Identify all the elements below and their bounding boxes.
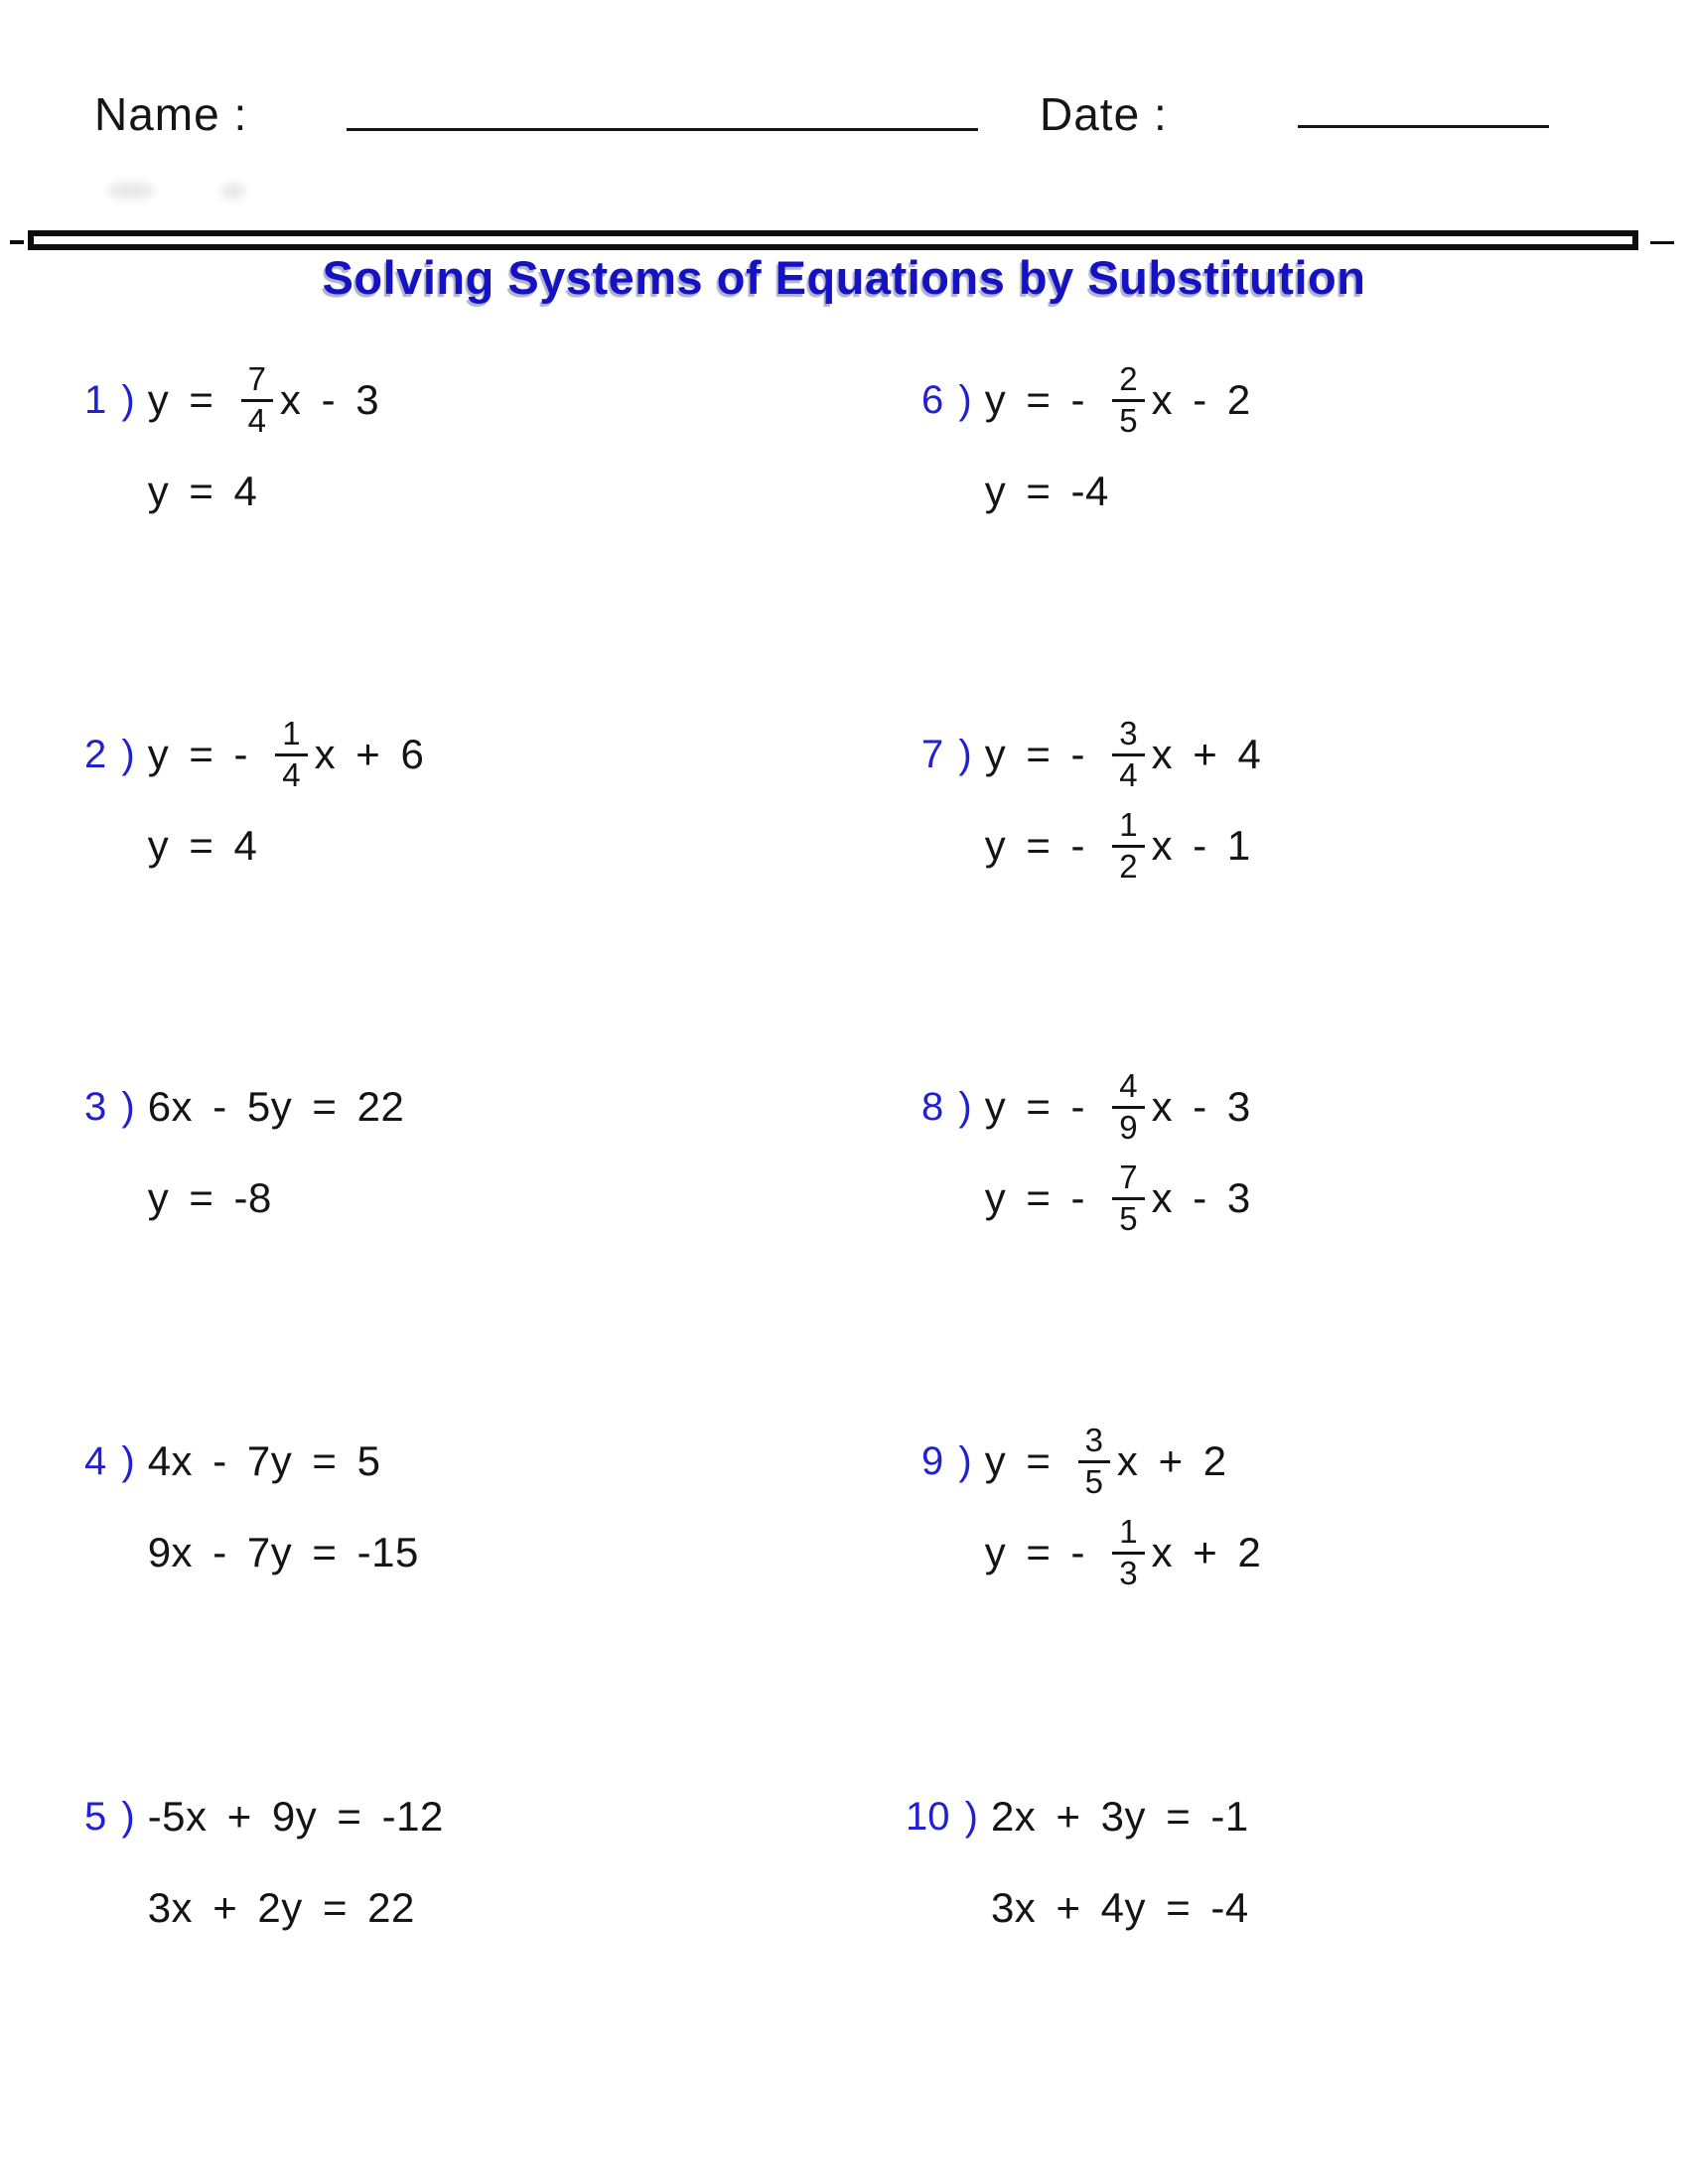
problem-4 bbox=[84, 1419, 419, 1601]
equation-text: y = -4 bbox=[984, 468, 1109, 514]
equation-text: 2x + 3y = -1 bbox=[990, 1793, 1249, 1840]
faint-smudge bbox=[220, 183, 246, 200]
worksheet-title: Solving Systems of Equations by Substitution bbox=[322, 251, 1366, 304]
equation-line bbox=[148, 1064, 405, 1150]
problem-5 bbox=[84, 1774, 444, 1957]
problem-8 bbox=[921, 1064, 1251, 1247]
equation-text: y = - bbox=[984, 822, 1106, 869]
equation-line bbox=[148, 1774, 444, 1859]
equation-text: x - 3 bbox=[279, 376, 380, 423]
fraction bbox=[1112, 1514, 1144, 1590]
equation-line bbox=[991, 1865, 1249, 1951]
equation-line bbox=[148, 449, 379, 534]
problem-number: 4 ) bbox=[84, 1438, 135, 1483]
problem-number: 8 ) bbox=[921, 1084, 972, 1129]
fraction bbox=[241, 361, 273, 438]
fraction-numerator: 7 bbox=[241, 361, 273, 402]
equation-text: y = 4 bbox=[147, 468, 258, 514]
equation-line bbox=[985, 449, 1251, 534]
equation-text: x + 4 bbox=[1151, 731, 1262, 777]
fraction-denominator: 4 bbox=[247, 402, 266, 439]
problem-3 bbox=[84, 1064, 404, 1247]
fraction-denominator: 5 bbox=[1084, 1463, 1103, 1500]
fraction bbox=[1112, 361, 1144, 438]
divider-bar bbox=[28, 230, 1638, 250]
problem-number: 2 ) bbox=[84, 732, 135, 776]
fraction bbox=[275, 716, 307, 792]
problem-7 bbox=[921, 712, 1261, 894]
equation-line bbox=[985, 1419, 1262, 1504]
equation-text: y = - bbox=[984, 1174, 1106, 1221]
equation-text: -5x + 9y = -12 bbox=[147, 1793, 444, 1840]
equation-text: y = - bbox=[984, 731, 1106, 777]
equation-line bbox=[148, 1510, 419, 1595]
problem-10 bbox=[906, 1774, 1249, 1957]
divider-dash-left bbox=[10, 240, 24, 244]
fraction-denominator: 4 bbox=[282, 756, 301, 793]
fraction bbox=[1112, 807, 1144, 884]
equation-text: y = - bbox=[984, 1529, 1106, 1575]
fraction bbox=[1112, 716, 1144, 792]
fraction bbox=[1112, 1068, 1144, 1145]
equation-line bbox=[148, 1865, 444, 1951]
equation-text: 9x - 7y = -15 bbox=[147, 1529, 419, 1575]
equation-text: y = 4 bbox=[147, 822, 258, 869]
fraction-denominator: 5 bbox=[1119, 1200, 1138, 1237]
fraction-numerator: 7 bbox=[1112, 1160, 1144, 1200]
equation-text: x + 2 bbox=[1116, 1437, 1227, 1484]
fraction-numerator: 2 bbox=[1112, 361, 1144, 402]
equation-text: x - 2 bbox=[1151, 376, 1251, 423]
equation-line bbox=[985, 357, 1251, 443]
name-blank-line bbox=[347, 128, 978, 131]
equation-text: x + 6 bbox=[314, 731, 425, 777]
equation-text: y = - bbox=[984, 376, 1106, 423]
problem-2 bbox=[84, 712, 424, 894]
fraction-numerator: 3 bbox=[1112, 716, 1144, 756]
equation-text: 6x - 5y = 22 bbox=[147, 1083, 405, 1130]
fraction-numerator: 1 bbox=[275, 716, 307, 756]
fraction bbox=[1078, 1423, 1110, 1499]
equation-text: x - 1 bbox=[1151, 822, 1251, 869]
problem-number: 6 ) bbox=[921, 377, 972, 422]
date-label: Date : bbox=[1040, 88, 1168, 140]
equation-line bbox=[148, 1156, 405, 1241]
equation-text: 3x + 2y = 22 bbox=[147, 1884, 415, 1931]
fraction-denominator: 3 bbox=[1119, 1555, 1138, 1591]
equation-text: 4x - 7y = 5 bbox=[147, 1437, 381, 1484]
problem-1 bbox=[84, 357, 379, 540]
equation-line bbox=[148, 357, 379, 443]
equation-line bbox=[985, 1064, 1251, 1150]
problem-number: 3 ) bbox=[84, 1084, 135, 1129]
problem-6 bbox=[921, 357, 1251, 540]
problem-9 bbox=[921, 1419, 1261, 1601]
problem-number: 1 ) bbox=[84, 377, 135, 422]
equation-line bbox=[148, 1419, 419, 1504]
fraction-denominator: 4 bbox=[1119, 756, 1138, 793]
fraction-denominator: 5 bbox=[1119, 402, 1138, 439]
fraction-numerator: 3 bbox=[1078, 1423, 1110, 1463]
faint-smudge bbox=[107, 182, 155, 200]
equation-text: x - 3 bbox=[1151, 1174, 1251, 1221]
equation-text: y = - bbox=[147, 731, 269, 777]
equation-text: y = -8 bbox=[147, 1174, 272, 1221]
date-blank-line bbox=[1298, 125, 1549, 128]
fraction-denominator: 2 bbox=[1119, 848, 1138, 885]
equation-text: x - 3 bbox=[1151, 1083, 1251, 1130]
fraction-numerator: 1 bbox=[1112, 1514, 1144, 1555]
problem-number: 5 ) bbox=[84, 1794, 135, 1839]
problem-number: 9 ) bbox=[921, 1438, 972, 1483]
equation-line bbox=[985, 1510, 1262, 1595]
equation-line bbox=[985, 712, 1262, 797]
problem-number: 10 ) bbox=[906, 1794, 978, 1839]
equation-text: x + 2 bbox=[1151, 1529, 1262, 1575]
fraction-denominator: 9 bbox=[1119, 1109, 1138, 1146]
fraction-numerator: 4 bbox=[1112, 1068, 1144, 1109]
equation-line bbox=[148, 803, 425, 888]
divider-dash-right bbox=[1650, 241, 1674, 244]
problem-number: 7 ) bbox=[921, 732, 972, 776]
equation-line bbox=[991, 1774, 1249, 1859]
equation-line bbox=[148, 712, 425, 797]
fraction bbox=[1112, 1160, 1144, 1236]
equation-text: 3x + 4y = -4 bbox=[990, 1884, 1249, 1931]
equation-line bbox=[985, 1156, 1251, 1241]
equation-text: y = bbox=[147, 376, 234, 423]
name-label: Name : bbox=[94, 88, 248, 140]
fraction-numerator: 1 bbox=[1112, 807, 1144, 848]
equation-line bbox=[985, 803, 1262, 888]
equation-text: y = - bbox=[984, 1083, 1106, 1130]
equation-text: y = bbox=[984, 1437, 1071, 1484]
